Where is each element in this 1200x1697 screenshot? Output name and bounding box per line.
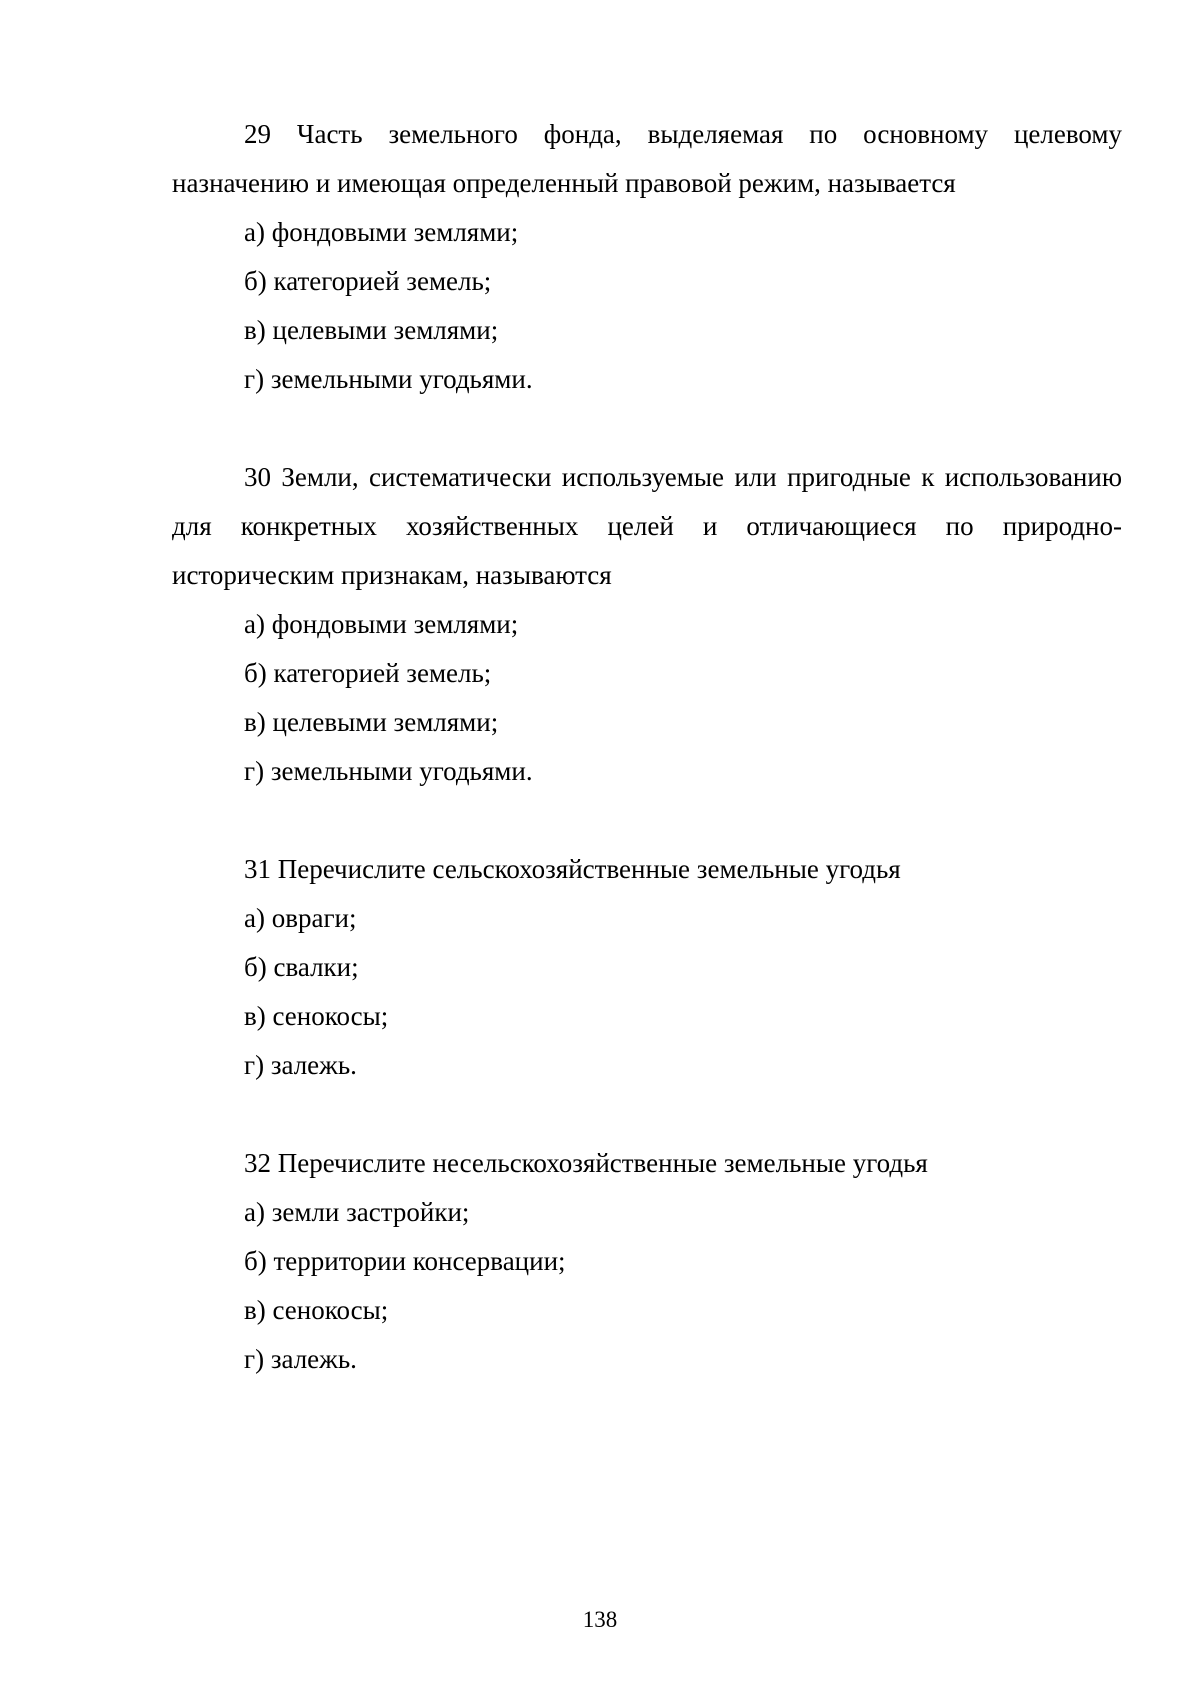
question-31 xyxy=(172,845,1122,1090)
page-number: 138 xyxy=(582,1607,618,1632)
answer-options xyxy=(172,1188,1122,1384)
answer-option-d: г) земельными угодьями. xyxy=(244,756,533,786)
question-text: 32 Перечислите несельскохозяйственные земельные угодья xyxy=(244,1148,928,1178)
answer-option-a: а) фондовыми землями; xyxy=(244,609,519,639)
answer-option-a: а) земли застройки; xyxy=(244,1197,470,1227)
answer-option-b: б) категорией земель; xyxy=(244,266,492,296)
question-text: 31 Перечислите сельскохозяйственные земельные угодья xyxy=(244,854,901,884)
answer-option-a: а) фондовыми землями; xyxy=(244,217,519,247)
answer-option-d: г) залежь. xyxy=(244,1344,357,1374)
spacer xyxy=(172,796,1122,845)
question-text: 30 Земли, систематически используемые или пригодные к использованию для конкретных хозяйственных целей и отличающиеся по природно-историческим признакам, называются xyxy=(172,462,1122,590)
document-page xyxy=(172,110,1122,1384)
answer-option-b: б) свалки; xyxy=(244,952,359,982)
answer-option-d: г) залежь. xyxy=(244,1050,357,1080)
spacer xyxy=(172,1090,1122,1139)
answer-option-a: а) овраги; xyxy=(244,903,357,933)
answer-option-c: в) целевыми землями; xyxy=(244,315,499,345)
question-30 xyxy=(172,453,1122,796)
answer-option-d: г) земельными угодьями. xyxy=(244,364,533,394)
answer-option-c: в) сенокосы; xyxy=(244,1001,389,1031)
answer-option-b: б) территории консервации; xyxy=(244,1246,566,1276)
answer-option-c: в) целевыми землями; xyxy=(244,707,499,737)
answer-option-b: б) категорией земель; xyxy=(244,658,492,688)
spacer xyxy=(172,404,1122,453)
question-32 xyxy=(172,1139,1122,1384)
question-29 xyxy=(172,110,1122,404)
answer-option-c: в) сенокосы; xyxy=(244,1295,389,1325)
answer-options xyxy=(172,600,1122,796)
question-text: 29 Часть земельного фонда, выделяемая по основному целевому назначению и имеющая определенный правовой режим, называется xyxy=(172,119,1122,198)
answer-options xyxy=(172,208,1122,404)
answer-options xyxy=(172,894,1122,1090)
